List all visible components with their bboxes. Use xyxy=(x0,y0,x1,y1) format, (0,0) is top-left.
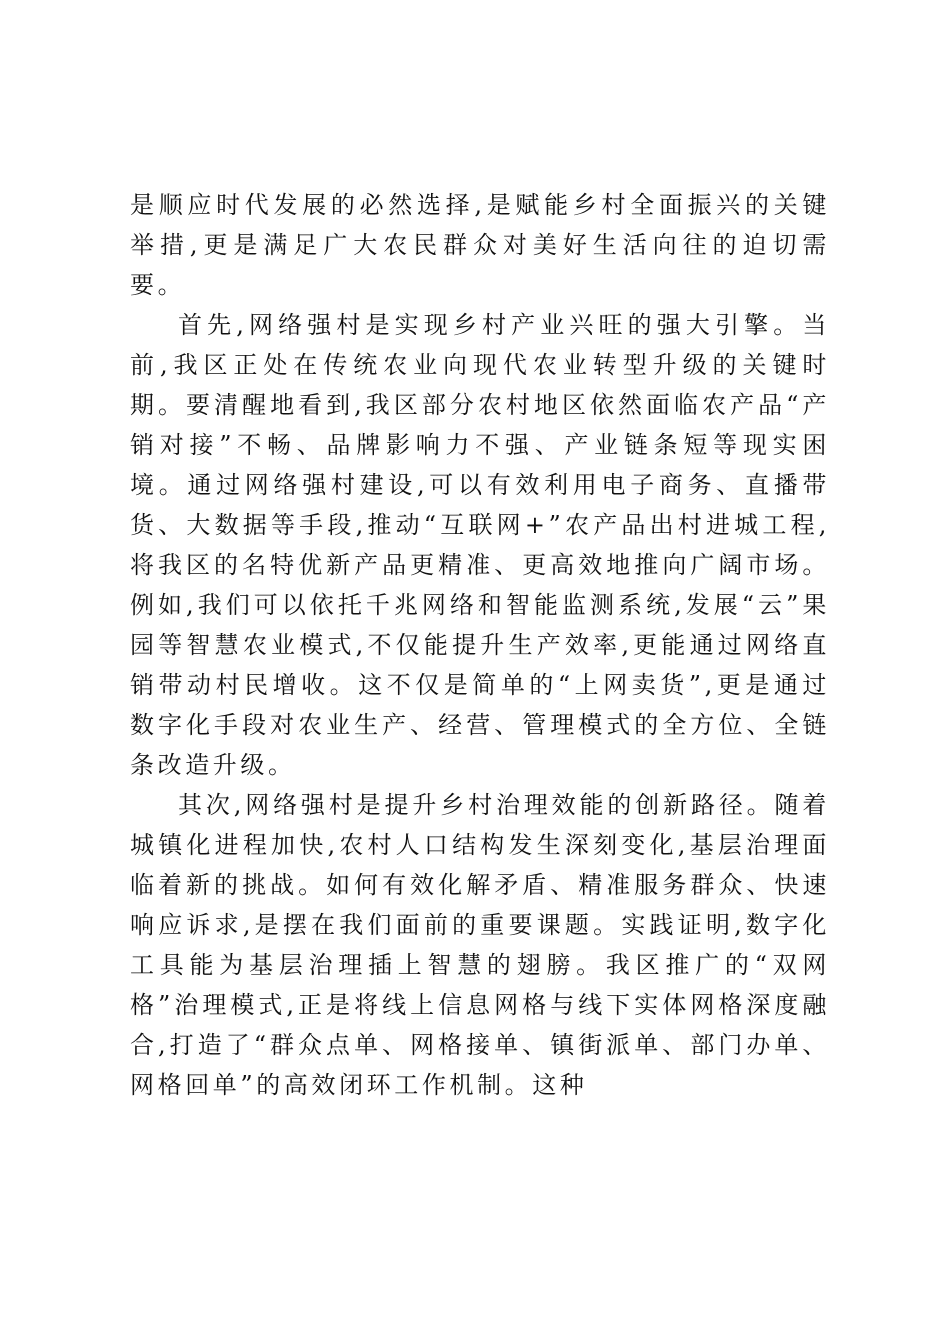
document-body xyxy=(130,185,830,1105)
paragraph-2: 首先,网络强村是实现乡村产业兴旺的强大引擎。当前,我区正处在传统农业向现代农业转型升级的关键时期。要清醒地看到,我区部分农村地区依然面临农产品“产销对接”不畅、品牌影响力不强、产业链条短等现实困境。通过网络强村建设,可以有效利用电子商务、直播带货、大数据等手段,推动“互联网+”农产品出村进城工程,将我区的名特优新产品更精准、更高效地推向广阔市场。例如,我们可以依托千兆网络和智能监测系统,发展“云”果园等智慧农业模式,不仅能提升生产效率,更能通过网络直销带动村民增收。这不仅是简单的“上网卖货”,更是通过数字化手段对农业生产、经营、管理模式的全方位、全链条改造升级。 xyxy=(130,311,830,779)
paragraph-1: 是顺应时代发展的必然选择,是赋能乡村全面振兴的关键举措,更是满足广大农民群众对美好生活向往的迫切需要。 xyxy=(130,191,830,299)
paragraph-3: 其次,网络强村是提升乡村治理效能的创新路径。随着城镇化进程加快,农村人口结构发生深刻变化,基层治理面临着新的挑战。如何有效化解矛盾、精准服务群众、快速响应诉求,是摆在我们面前的重要课题。实践证明,数字化工具能为基层治理插上智慧的翅膀。我区推广的“双网格”治理模式,正是将线上信息网格与线下实体网格深度融合,打造了“群众点单、网格接单、镇街派单、部门办单、网格回单”的高效闭环工作机制。这种 xyxy=(130,791,830,1099)
